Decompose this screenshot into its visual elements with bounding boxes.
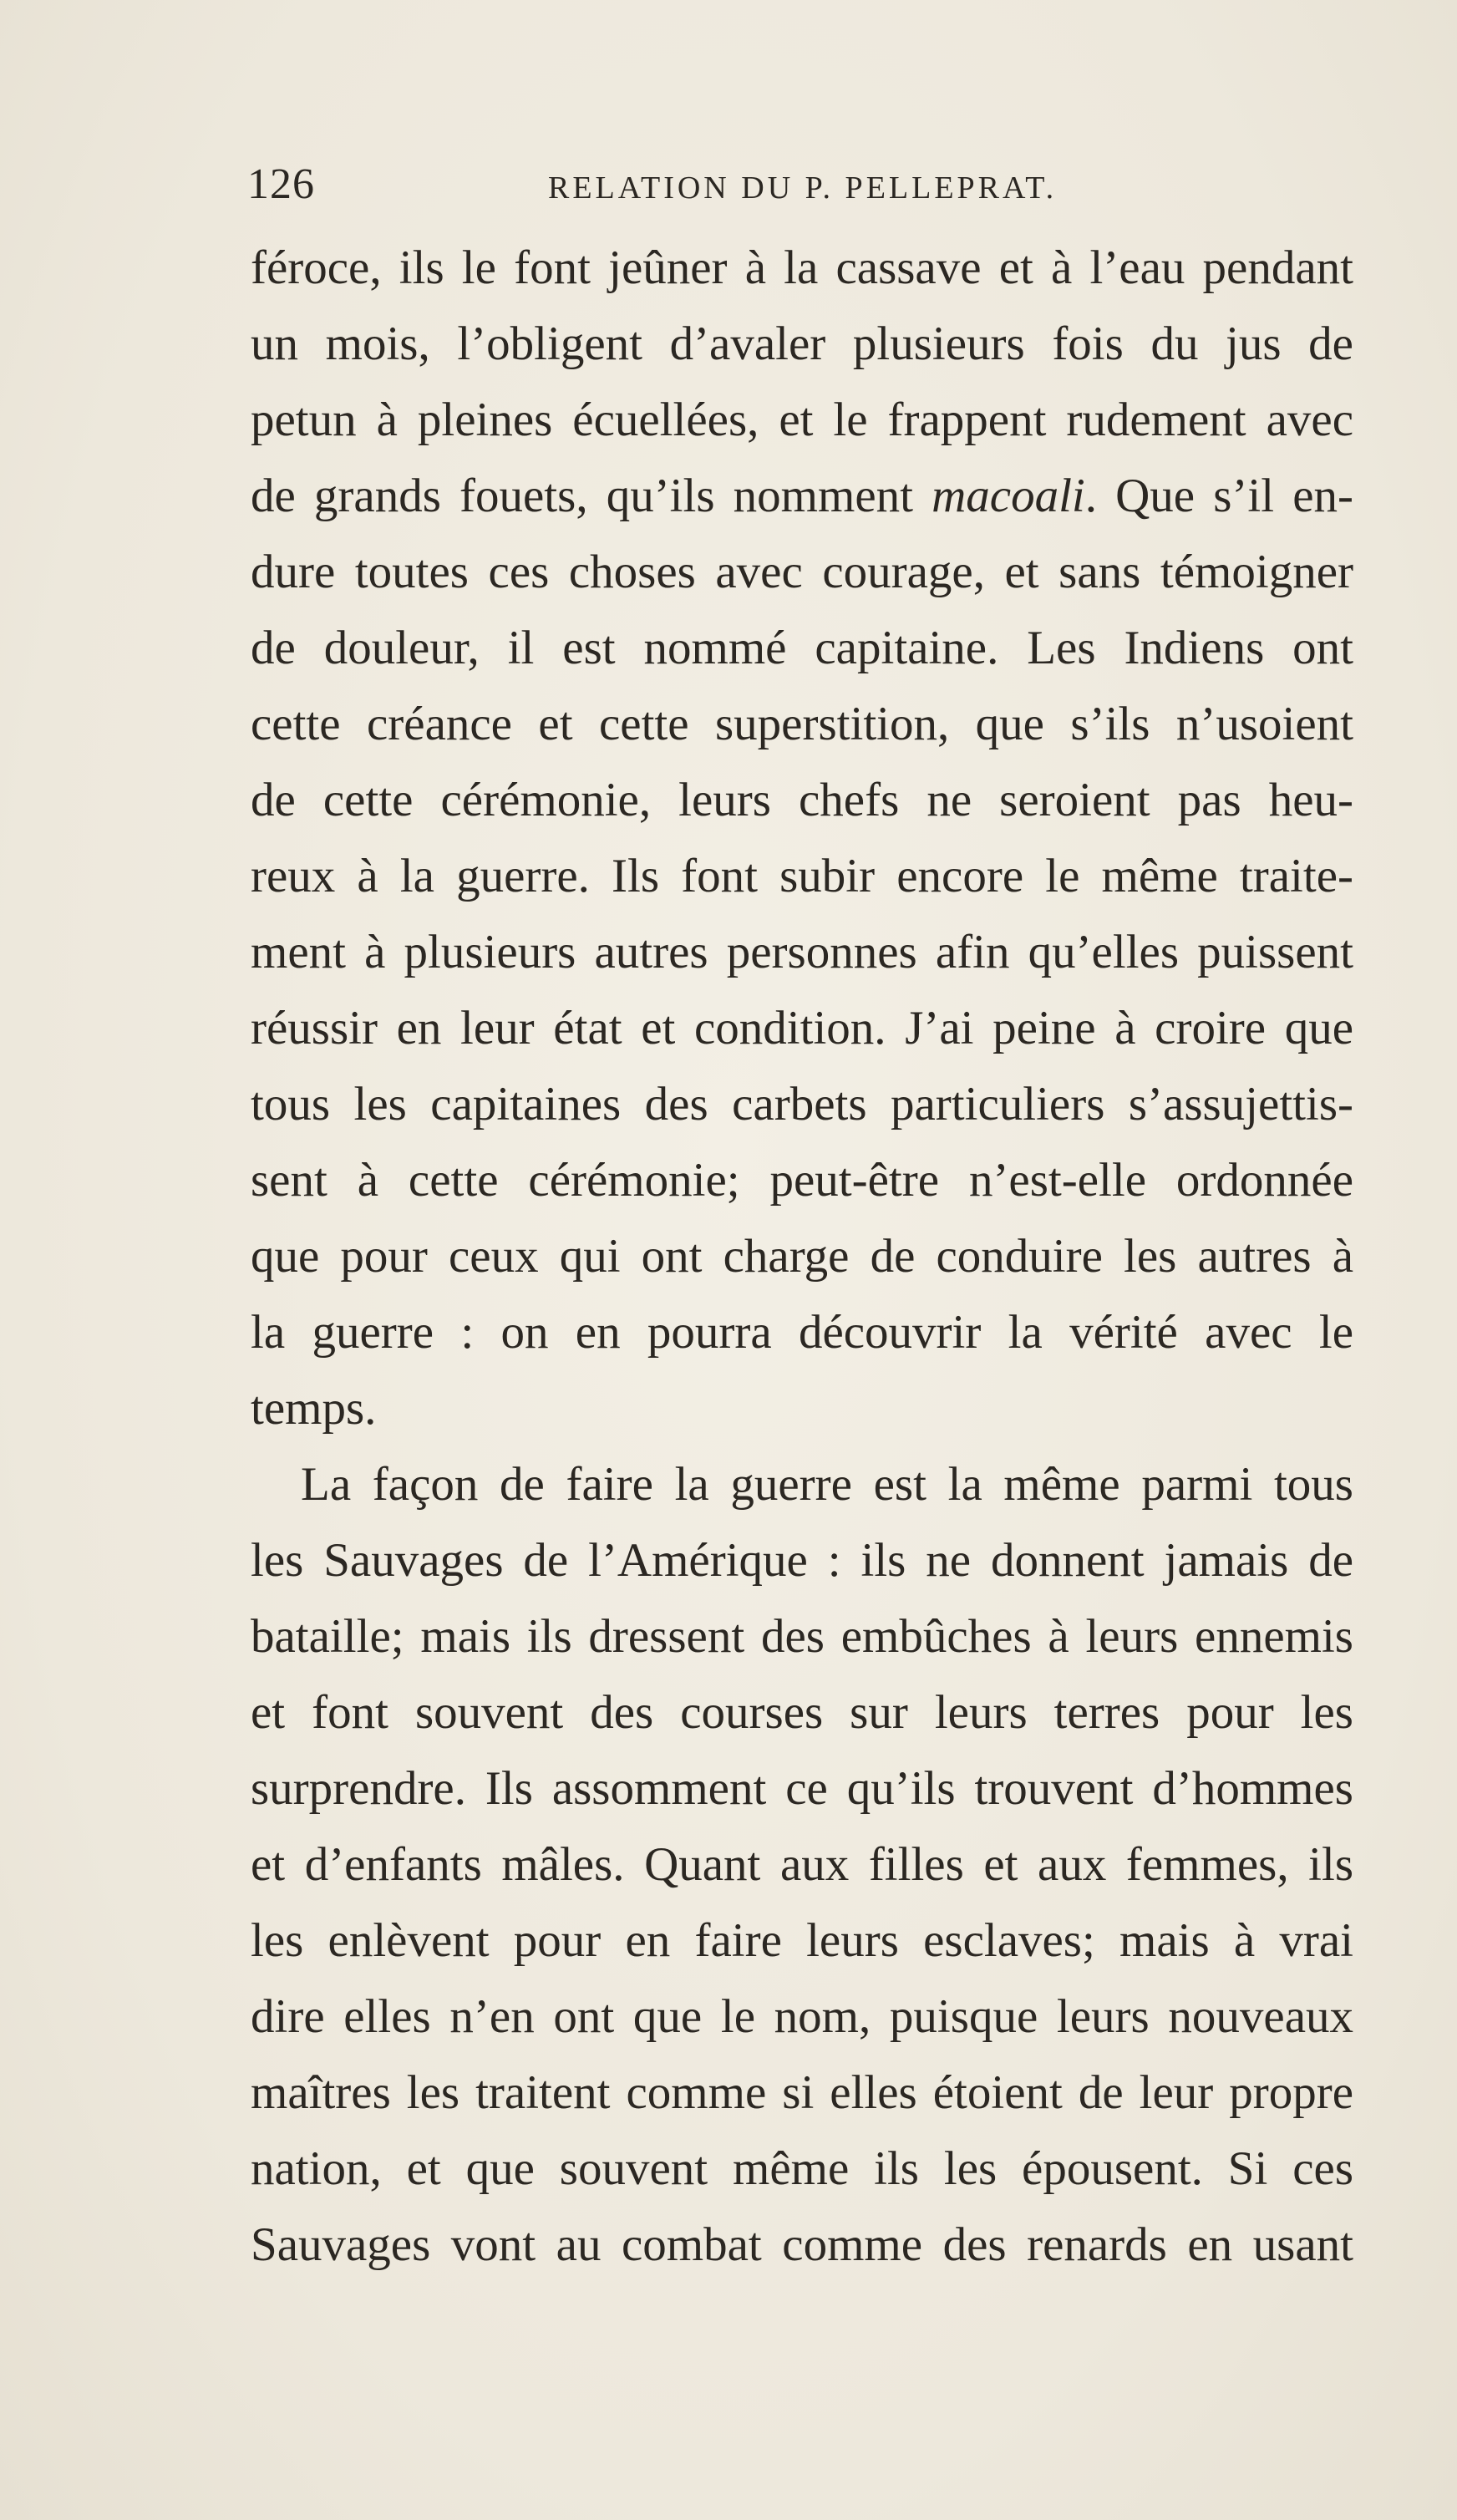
- text-line: les Sauvages de l’Amérique : ils ne donnent jamais de: [251, 1534, 1353, 1587]
- text-line: reux à la guerre. Ils font subir encore le même traite-: [251, 850, 1353, 902]
- page-number: 126: [247, 160, 315, 208]
- text-line-with-italic-term: de grands fouets, qu’ils nomment macoali. Que s’il en-: [251, 470, 1353, 522]
- text-line: bataille; mais ils dressent des embûches à leurs ennemis: [251, 1610, 1353, 1663]
- running-head: RELATION DU P. PELLEPRAT.: [548, 170, 1058, 206]
- paragraph-end-line: temps.: [251, 1382, 377, 1435]
- text-line: de cette cérémonie, leurs chefs ne seroient pas heu-: [251, 774, 1353, 826]
- text-line: les enlèvent pour en faire leurs esclaves; mais à vrai: [251, 1914, 1353, 1967]
- text-line: tous les capitaines des carbets particuliers s’assujettis-: [251, 1078, 1353, 1130]
- text-line: réussir en leur état et condition. J’ai peine à croire que: [251, 1002, 1353, 1054]
- text-line: petun à pleines écuellées, et le frappent rudement avec: [251, 394, 1353, 446]
- text-line: dure toutes ces choses avec courage, et sans témoigner: [251, 546, 1353, 598]
- text-line: de douleur, il est nommé capitaine. Les Indiens ont: [251, 622, 1353, 674]
- text-line: ment à plusieurs autres personnes afin qu’elles puissent: [251, 926, 1353, 978]
- text-line: et d’enfants mâles. Quant aux filles et aux femmes, ils: [251, 1838, 1353, 1891]
- paragraph-start-line: La façon de faire la guerre est la même parmi tous: [301, 1458, 1353, 1511]
- text-line: dire elles n’en ont que le nom, puisque leurs nouveaux: [251, 1990, 1353, 2043]
- text-line: sent à cette cérémonie; peut-être n’est-elle ordonnée: [251, 1154, 1353, 1207]
- text-line: surprendre. Ils assomment ce qu’ils trouvent d’hommes: [251, 1762, 1353, 1815]
- text-line: nation, et que souvent même ils les épousent. Si ces: [251, 2142, 1353, 2195]
- text-line: que pour ceux qui ont charge de conduire les autres à: [251, 1230, 1353, 1283]
- page-header: [247, 155, 1350, 214]
- text-line: et font souvent des courses sur leurs terres pour les: [251, 1686, 1353, 1739]
- body-text: [251, 230, 1353, 2283]
- text-line: un mois, l’obligent d’avaler plusieurs fois du jus de: [251, 318, 1353, 370]
- text-line: maîtres les traitent comme si elles étoient de leur propre: [251, 2066, 1353, 2119]
- text-line: féroce, ils le font jeûner à la cassave et à l’eau pendant: [251, 241, 1353, 294]
- text-line: Sauvages vont au combat comme des renards en usant: [251, 2218, 1353, 2271]
- text-line: la guerre : on en pourra découvrir la vérité avec le: [251, 1306, 1353, 1359]
- italic-term: macoali: [932, 470, 1085, 522]
- text-line: cette créance et cette superstition, que s’ils n’usoient: [251, 698, 1353, 750]
